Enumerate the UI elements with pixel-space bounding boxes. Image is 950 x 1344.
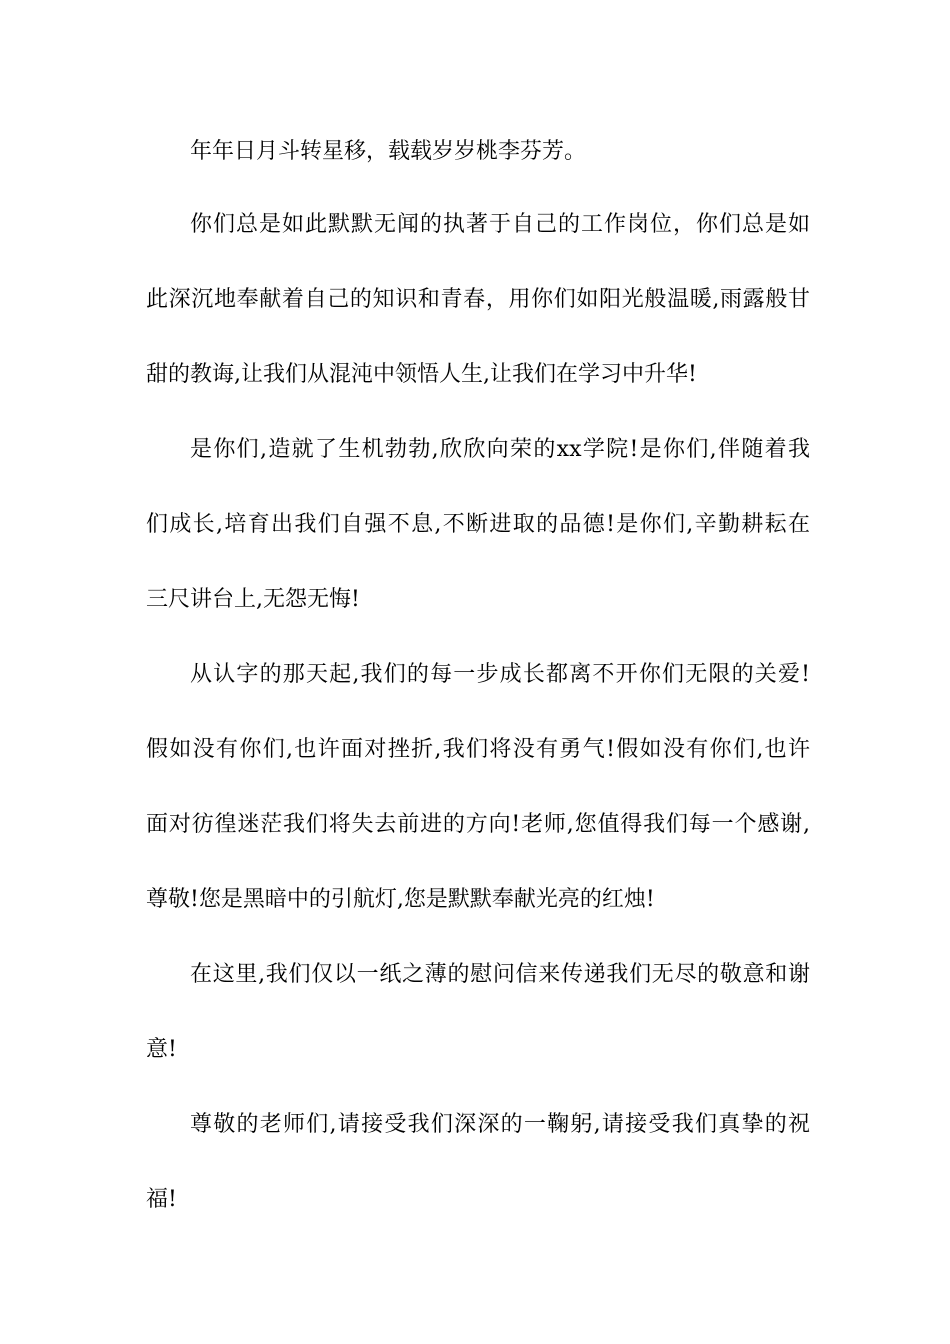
paragraph-3-line-2: 们成长,培育出我们自强不息,不断进取的品德!是你们,辛勤耕耘在: [146, 512, 810, 537]
paragraph-6-line-1: 尊敬的老师们,请接受我们深深的一鞠躬,请接受我们真挚的祝: [190, 1112, 810, 1137]
paragraph-2-line-3: 甜的教诲,让我们从混沌中领悟人生,让我们在学习中升华!: [146, 362, 697, 387]
paragraph-4-line-2: 假如没有你们,也许面对挫折,我们将没有勇气!假如没有你们,也许: [146, 737, 810, 762]
paragraph-5-line-1: 在这里,我们仅以一纸之薄的慰问信来传递我们无尽的敬意和谢: [190, 962, 810, 987]
paragraph-4-line-1: 从认字的那天起,我们的每一步成长都离不开你们无限的关爱!: [190, 662, 810, 687]
paragraph-3-line-3: 三尺讲台上,无怨无悔!: [146, 587, 360, 612]
paragraph-6-line-2: 福!: [146, 1187, 177, 1212]
paragraph-1-line-1: 年年日月斗转星移，载载岁岁桃李芬芳。: [190, 139, 587, 164]
paragraph-3-line-1: 是你们,造就了生机勃勃,欣欣向荣的xx学院!是你们,伴随着我: [190, 437, 810, 462]
paragraph-5-line-2: 意!: [146, 1037, 177, 1062]
paragraph-4-line-4: 尊敬!您是黑暗中的引航灯,您是默默奉献光亮的红烛!: [146, 887, 655, 912]
paragraph-4-line-3: 面对彷徨迷茫我们将失去前进的方向!老师,您值得我们每一个感谢,: [146, 812, 810, 837]
paragraph-2-line-2: 此深沉地奉献着自己的知识和青春，用你们如阳光般温暖,雨露般甘: [146, 287, 810, 312]
paragraph-2-line-1: 你们总是如此默默无闻的执著于自己的工作岗位，你们总是如: [190, 212, 810, 237]
